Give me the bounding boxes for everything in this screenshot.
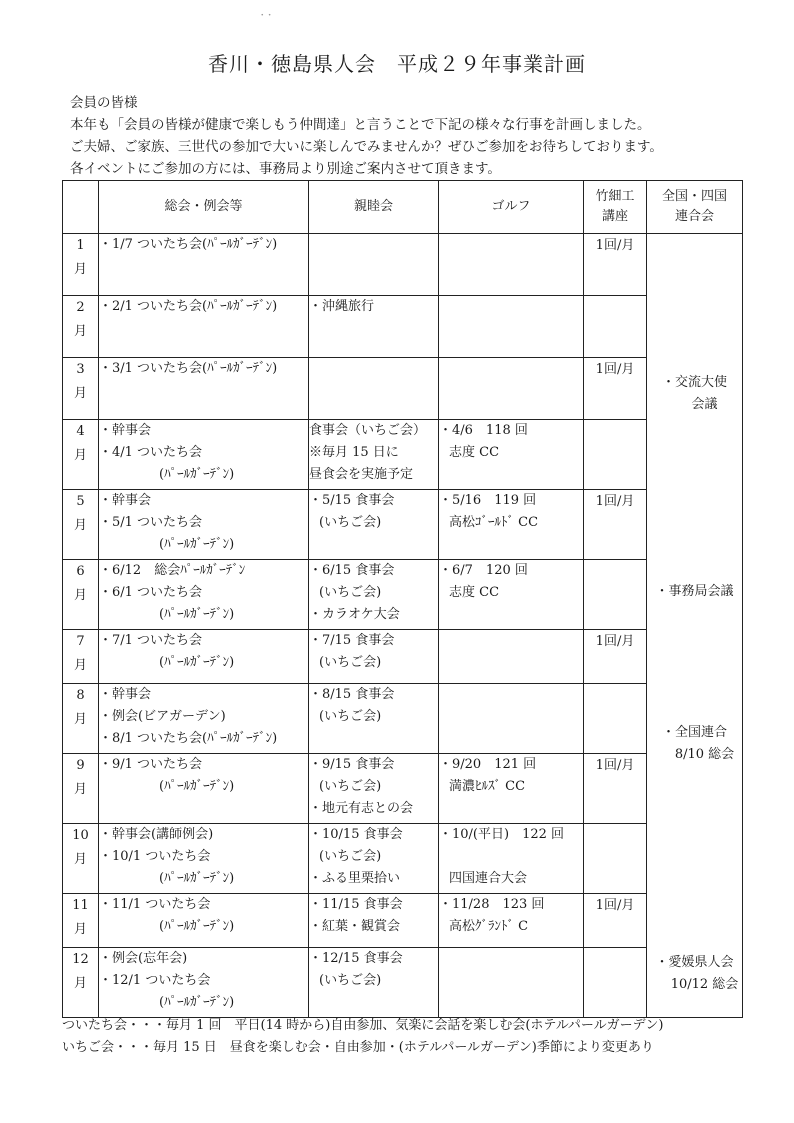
bamboo-cell: 1回/月 xyxy=(584,630,647,684)
footer-line: いちご会・・・毎月 15 日 昼食を楽しむ会・自由参加・(ホテルパールガーデン)季節により変更あり xyxy=(62,1040,654,1055)
table-row xyxy=(63,894,743,948)
month-unit: 月 xyxy=(73,386,87,401)
month-unit: 月 xyxy=(73,658,87,673)
header-month xyxy=(63,181,99,234)
month-number: 7 xyxy=(76,634,85,649)
header-general: 総会・例会等 xyxy=(99,181,309,234)
table-row xyxy=(63,948,743,1018)
general-cell xyxy=(99,234,309,296)
bamboo-cell xyxy=(584,684,647,754)
table-row xyxy=(63,420,743,490)
general-entry: (ﾊﾟｰﾙｶﾞｰﾃﾞﾝ) xyxy=(159,607,235,622)
social-entry: ・5/15 食事会 xyxy=(309,493,395,508)
table-row xyxy=(63,560,743,630)
month-number: 11 xyxy=(72,898,89,913)
general-entry: ・10/1 ついたち会 xyxy=(99,849,211,864)
intro-line: 会員の皆様 xyxy=(70,95,138,111)
golf-entry: 高松ｺﾞｰﾙﾄﾞ CC xyxy=(449,515,539,530)
general-entry: ・11/1 ついたち会 xyxy=(99,897,211,912)
social-cell xyxy=(309,894,439,948)
bamboo-cell: 1回/月 xyxy=(584,490,647,560)
month-number: 6 xyxy=(76,564,85,579)
month-number: 8 xyxy=(76,688,85,703)
month-number: 1 xyxy=(76,238,85,253)
general-entry: (ﾊﾟｰﾙｶﾞｰﾃﾞﾝ) xyxy=(159,467,235,482)
bamboo-cell: 1回/月 xyxy=(584,754,647,824)
month-unit: 月 xyxy=(73,518,87,533)
general-entry: ・例会(ビアガーデン) xyxy=(99,709,226,724)
golf-entry: ・5/16 119 回 xyxy=(439,493,537,508)
golf-cell xyxy=(439,684,584,754)
general-entry: ・6/12 総会ﾊﾟｰﾙｶﾞｰﾃﾞﾝ xyxy=(99,563,246,578)
bamboo-cell: 1回/月 xyxy=(584,358,647,420)
social-entry: 食事会（いちご会） xyxy=(309,423,427,438)
golf-cell xyxy=(439,948,584,1018)
table-row xyxy=(63,630,743,684)
month-cell xyxy=(63,234,99,296)
social-entry: ・7/15 食事会 xyxy=(309,633,395,648)
social-cell xyxy=(309,358,439,420)
general-cell xyxy=(99,948,309,1018)
month-number: 3 xyxy=(76,362,85,377)
table-row xyxy=(63,234,743,296)
social-entry: 昼食会を実施予定 xyxy=(309,467,414,482)
header-national xyxy=(647,181,743,234)
table-row xyxy=(63,296,743,358)
golf-entry: 満濃ﾋﾙｽﾞ CC xyxy=(449,779,526,794)
golf-cell xyxy=(439,630,584,684)
social-entry: (いちご会) xyxy=(319,585,382,600)
social-cell xyxy=(309,560,439,630)
header-social: 親睦会 xyxy=(309,181,439,234)
national-event-title: ・全国連合 xyxy=(661,725,727,740)
golf-cell xyxy=(439,296,584,358)
month-cell xyxy=(63,894,99,948)
general-entry: ・3/1 ついたち会(ﾊﾟｰﾙｶﾞｰﾃﾞﾝ) xyxy=(99,361,278,376)
general-entry: ・例会(忘年会) xyxy=(99,951,188,966)
intro-line: 各イベントにご参加の方には、事務局より別途ご案内させて頂きます。 xyxy=(70,161,501,177)
intro-text xyxy=(70,92,770,180)
national-event-detail: 10/12 総会 xyxy=(670,977,739,992)
social-entry: ・8/15 食事会 xyxy=(309,687,395,702)
golf-cell xyxy=(439,234,584,296)
general-cell xyxy=(99,630,309,684)
month-unit: 月 xyxy=(73,782,87,797)
social-entry: (いちご会) xyxy=(319,779,382,794)
golf-entry: ・4/6 118 回 xyxy=(439,423,528,438)
month-number: 10 xyxy=(72,828,89,843)
footer-line: ついたち会・・・毎月 1 回 平日(14 時から)自由参加、気楽に会話を楽しむ会(ホテルパールガーデン) xyxy=(62,1018,664,1033)
golf-entry xyxy=(439,846,583,868)
golf-cell xyxy=(439,894,584,948)
social-cell xyxy=(309,420,439,490)
national-event xyxy=(647,581,742,603)
national-event-title: ・事務局会議 xyxy=(655,584,734,599)
footer-notes xyxy=(62,1015,762,1059)
general-entry: ・幹事会 xyxy=(99,493,152,508)
month-unit: 月 xyxy=(73,922,87,937)
national-event xyxy=(647,372,742,416)
general-entry: (ﾊﾟｰﾙｶﾞｰﾃﾞﾝ) xyxy=(159,919,235,934)
golf-cell xyxy=(439,420,584,490)
social-cell xyxy=(309,630,439,684)
month-cell xyxy=(63,358,99,420)
month-unit: 月 xyxy=(73,324,87,339)
month-cell xyxy=(63,948,99,1018)
national-event xyxy=(647,952,742,996)
social-entry: ・11/15 食事会 xyxy=(309,897,403,912)
national-event-title: ・愛媛県人会 xyxy=(655,955,734,970)
general-entry: (ﾊﾟｰﾙｶﾞｰﾃﾞﾝ) xyxy=(159,871,235,886)
table-row xyxy=(63,684,743,754)
general-entry: ・7/1 ついたち会 xyxy=(99,633,203,648)
month-cell xyxy=(63,824,99,894)
golf-cell xyxy=(439,358,584,420)
golf-cell xyxy=(439,560,584,630)
social-entry: ・カラオケ大会 xyxy=(309,607,400,622)
social-cell xyxy=(309,234,439,296)
bamboo-cell: 1回/月 xyxy=(584,894,647,948)
social-entry: (いちご会) xyxy=(319,849,382,864)
golf-cell xyxy=(439,490,584,560)
national-event xyxy=(647,722,742,766)
table-row xyxy=(63,824,743,894)
general-entry: ・幹事会 xyxy=(99,687,152,702)
bamboo-cell xyxy=(584,296,647,358)
social-entry: ・10/15 食事会 xyxy=(309,827,403,842)
national-event-detail: 会議 xyxy=(691,397,718,412)
general-entry: ・4/1 ついたち会 xyxy=(99,445,203,460)
general-cell xyxy=(99,490,309,560)
social-cell xyxy=(309,296,439,358)
month-unit: 月 xyxy=(73,976,87,991)
national-event-title: ・交流大使 xyxy=(661,375,727,390)
bamboo-cell xyxy=(584,560,647,630)
month-unit: 月 xyxy=(73,262,87,277)
social-entry: (いちご会) xyxy=(319,655,382,670)
general-entry: (ﾊﾟｰﾙｶﾞｰﾃﾞﾝ) xyxy=(159,995,235,1010)
social-entry: ・12/15 食事会 xyxy=(309,951,403,966)
table-row xyxy=(63,358,743,420)
table-header-row xyxy=(63,181,743,234)
month-number: 9 xyxy=(76,758,85,773)
month-cell xyxy=(63,490,99,560)
national-cell xyxy=(647,234,743,1018)
social-entry: (いちご会) xyxy=(319,515,382,530)
social-cell xyxy=(309,684,439,754)
month-unit: 月 xyxy=(73,588,87,603)
header-bamboo-line2: 講座 xyxy=(601,209,628,224)
social-entry: ※毎月 15 日に xyxy=(309,445,399,460)
social-cell xyxy=(309,754,439,824)
social-entry: ・沖縄旅行 xyxy=(309,299,375,314)
bamboo-cell: 1回/月 xyxy=(584,234,647,296)
golf-entry: 志度 CC xyxy=(449,585,500,600)
general-entry: ・12/1 ついたち会 xyxy=(99,973,211,988)
social-entry: (いちご会) xyxy=(319,709,382,724)
social-entry: ・9/15 食事会 xyxy=(309,757,395,772)
intro-line: 本年も「会員の皆様が健康で楽しもう仲間達」と言うことで下記の様々な行事を計画しました。 xyxy=(70,117,651,133)
national-event-detail: 8/10 総会 xyxy=(674,747,735,762)
header-bamboo-line1: 竹細工 xyxy=(595,189,635,204)
golf-entry: ・10/(平日) 122 回 xyxy=(439,827,565,842)
month-unit: 月 xyxy=(73,712,87,727)
social-entry: ・紅葉・観賞会 xyxy=(309,919,401,934)
month-cell xyxy=(63,684,99,754)
general-entry: ・幹事会 xyxy=(99,423,152,438)
general-entry: ・2/1 ついたち会(ﾊﾟｰﾙｶﾞｰﾃﾞﾝ) xyxy=(99,299,278,314)
month-unit: 月 xyxy=(73,448,87,463)
schedule-table xyxy=(62,180,743,1018)
general-cell xyxy=(99,420,309,490)
golf-entry: 志度 CC xyxy=(449,445,500,460)
general-entry: ・8/1 ついたち会(ﾊﾟｰﾙｶﾞｰﾃﾞﾝ) xyxy=(99,731,278,746)
general-entry: ・6/1 ついたち会 xyxy=(99,585,203,600)
social-entry: (いちご会) xyxy=(319,973,382,988)
golf-entry: ・11/28 123 回 xyxy=(439,897,545,912)
table-row xyxy=(63,754,743,824)
table-row xyxy=(63,490,743,560)
general-entry: ・9/1 ついたち会 xyxy=(99,757,203,772)
general-entry: (ﾊﾟｰﾙｶﾞｰﾃﾞﾝ) xyxy=(159,779,235,794)
header-national-line1: 全国・四国 xyxy=(661,189,727,204)
golf-cell xyxy=(439,824,584,894)
golf-entry: 高松ｸﾞﾗﾝﾄﾞ C xyxy=(449,919,529,934)
golf-entry: 四国連合大会 xyxy=(449,871,528,886)
social-cell xyxy=(309,824,439,894)
month-number: 12 xyxy=(72,952,89,967)
social-entry: ・6/15 食事会 xyxy=(309,563,395,578)
social-cell xyxy=(309,490,439,560)
bamboo-cell xyxy=(584,824,647,894)
general-cell xyxy=(99,754,309,824)
intro-line: ご夫婦、ご家族、三世代の参加で大いに楽しんでみませんか？ぜひご参加をお待ちしております。 xyxy=(70,139,663,155)
bamboo-cell xyxy=(584,420,647,490)
month-number: 4 xyxy=(76,424,85,439)
social-cell xyxy=(309,948,439,1018)
social-entry: ・地元有志との会 xyxy=(309,801,414,816)
month-cell xyxy=(63,630,99,684)
header-national-line2: 連合会 xyxy=(674,209,714,224)
social-entry: ・ふる里栗拾い xyxy=(309,871,401,886)
general-entry: ・5/1 ついたち会 xyxy=(99,515,203,530)
general-cell xyxy=(99,894,309,948)
month-cell xyxy=(63,420,99,490)
general-cell xyxy=(99,684,309,754)
month-cell xyxy=(63,296,99,358)
header-golf: ゴルフ xyxy=(439,181,584,234)
general-cell xyxy=(99,824,309,894)
general-cell xyxy=(99,358,309,420)
general-entry: (ﾊﾟｰﾙｶﾞｰﾃﾞﾝ) xyxy=(159,655,235,670)
page-title: 香川・徳島県人会 平成２９年事業計画 xyxy=(208,52,586,76)
scan-mark: ･ ･ xyxy=(260,11,272,21)
bamboo-cell xyxy=(584,948,647,1018)
general-entry: ・幹事会(講師例会) xyxy=(99,827,214,842)
month-unit: 月 xyxy=(73,852,87,867)
golf-entry: ・9/20 121 回 xyxy=(439,757,537,772)
golf-entry: ・6/7 120 回 xyxy=(439,563,528,578)
general-cell xyxy=(99,560,309,630)
golf-cell xyxy=(439,754,584,824)
month-cell xyxy=(63,560,99,630)
month-number: 5 xyxy=(76,494,85,509)
month-cell xyxy=(63,754,99,824)
general-entry: (ﾊﾟｰﾙｶﾞｰﾃﾞﾝ) xyxy=(159,537,235,552)
general-entry: ・1/7 ついたち会(ﾊﾟｰﾙｶﾞｰﾃﾞﾝ) xyxy=(99,237,278,252)
month-number: 2 xyxy=(76,300,85,315)
general-cell xyxy=(99,296,309,358)
header-bamboo xyxy=(584,181,647,234)
